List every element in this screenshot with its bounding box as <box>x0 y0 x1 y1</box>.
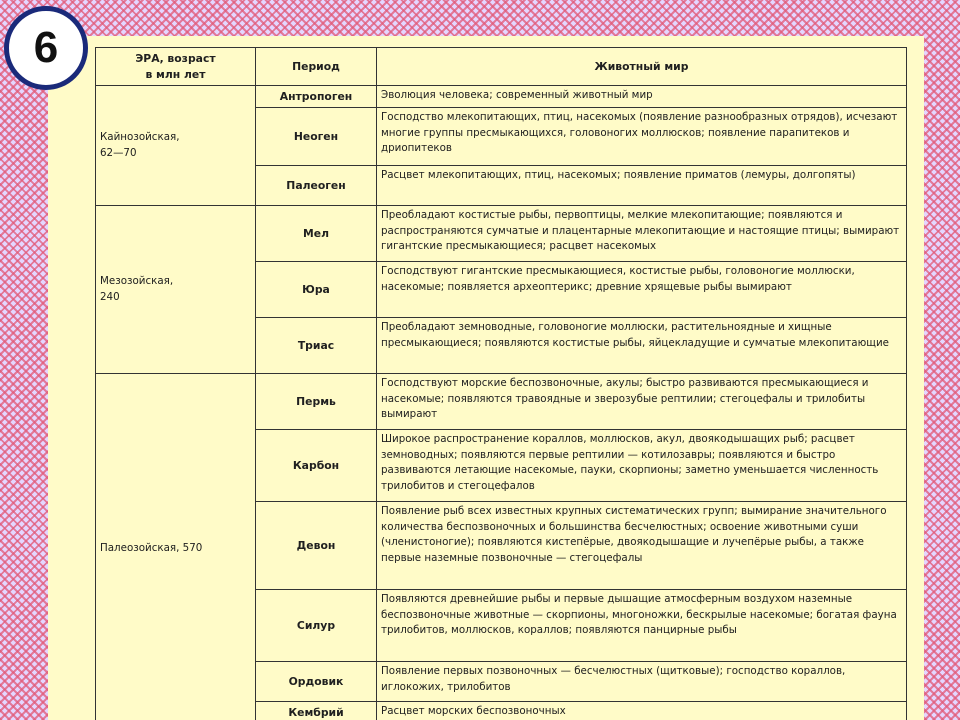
period-cell: Неоген <box>256 108 377 166</box>
fauna-cell: Расцвет млекопитающих, птиц, насекомых; появление приматов (лемуры, долгопяты) <box>377 166 907 206</box>
period-cell: Кембрий <box>256 702 377 720</box>
period-cell: Девон <box>256 502 377 590</box>
geologic-eras-table <box>95 47 907 720</box>
fauna-cell: Преобладают земноводные, головоногие моллюски, растительноядные и хищные пресмыкающиеся; появляются костистые рыбы, яйцекладущие и сумчатые млекопитающие <box>377 318 907 374</box>
fauna-cell: Господствуют морские беспозвоночные, акулы; быстро развиваются пресмыкающиеся и насекомые; появляются травоядные и зверозубые рептилии; стегоцефалы и трилобиты вымирают <box>377 374 907 430</box>
fauna-cell: Появление рыб всех известных крупных систематических групп; вымирание значительного количества беспозвоночных и большинства бесчелюстных; освоение животными суши (членистоногие); появляются кистепёрые, двоякодышащие и лучепёрые рыбы, а также первые наземные позвоночные — стегоцефалы <box>377 502 907 590</box>
fauna-cell: Господство млекопитающих, птиц, насекомых (появление разнообразных отрядов), исчезают многие группы пресмыкающихся, головоногих моллюсков; появление парапитеков и дриопитеков <box>377 108 907 166</box>
slide-number-badge: 6 <box>4 6 88 90</box>
table-row <box>96 86 907 108</box>
fauna-cell: Расцвет морских беспозвоночных <box>377 702 907 720</box>
period-cell: Силур <box>256 590 377 662</box>
era-cell-mesozoic: Мезозойская, 240 <box>96 206 256 374</box>
period-cell: Антропоген <box>256 86 377 108</box>
header-period: Период <box>256 48 377 86</box>
slide-content <box>48 36 924 720</box>
header-era: ЭРА, возраст в млн лет <box>96 48 256 86</box>
period-cell: Ордовик <box>256 662 377 702</box>
fauna-cell: Эволюция человека; современный животный мир <box>377 86 907 108</box>
period-cell: Карбон <box>256 430 377 502</box>
period-cell: Триас <box>256 318 377 374</box>
table-row <box>96 374 907 430</box>
fauna-cell: Господствуют гигантские пресмыкающиеся, костистые рыбы, головоногие моллюски, насекомые; появляется археоптерикс; древние хрящевые рыбы вымирают <box>377 262 907 318</box>
table-header-row <box>96 48 907 86</box>
header-fauna: Животный мир <box>377 48 907 86</box>
period-cell: Юра <box>256 262 377 318</box>
table-row <box>96 206 907 262</box>
era-cell-paleozoic: Палеозойская, 570 <box>96 374 256 720</box>
fauna-cell: Преобладают костистые рыбы, первоптицы, мелкие млекопитающие; появляются и распространяются сумчатые и плацентарные млекопитающие и настоящие птицы; вымирают гигантские пресмыкающиеся; расцвет насекомых <box>377 206 907 262</box>
period-cell: Мел <box>256 206 377 262</box>
era-cell-cenozoic: Кайнозойская, 62—70 <box>96 86 256 206</box>
period-cell: Палеоген <box>256 166 377 206</box>
period-cell: Пермь <box>256 374 377 430</box>
fauna-cell: Появляются древнейшие рыбы и первые дышащие атмосферным воздухом наземные беспозвоночные животные — скорпионы, многоножки, бескрылые насекомые; богатая фауна трилобитов, моллюсков, кораллов; появляются панцирные рыбы <box>377 590 907 662</box>
fauna-cell: Широкое распространение кораллов, моллюсков, акул, двоякодышащих рыб; расцвет земноводных; появляются первые рептилии — котилозавры; появляются и быстро развиваются летающие насекомые, пауки, скорпионы; заметно уменьшается численность трилобитов и стегоцефалов <box>377 430 907 502</box>
fauna-cell: Появление первых позвоночных — бесчелюстных (щитковые); господство кораллов, иглокожих, трилобитов <box>377 662 907 702</box>
